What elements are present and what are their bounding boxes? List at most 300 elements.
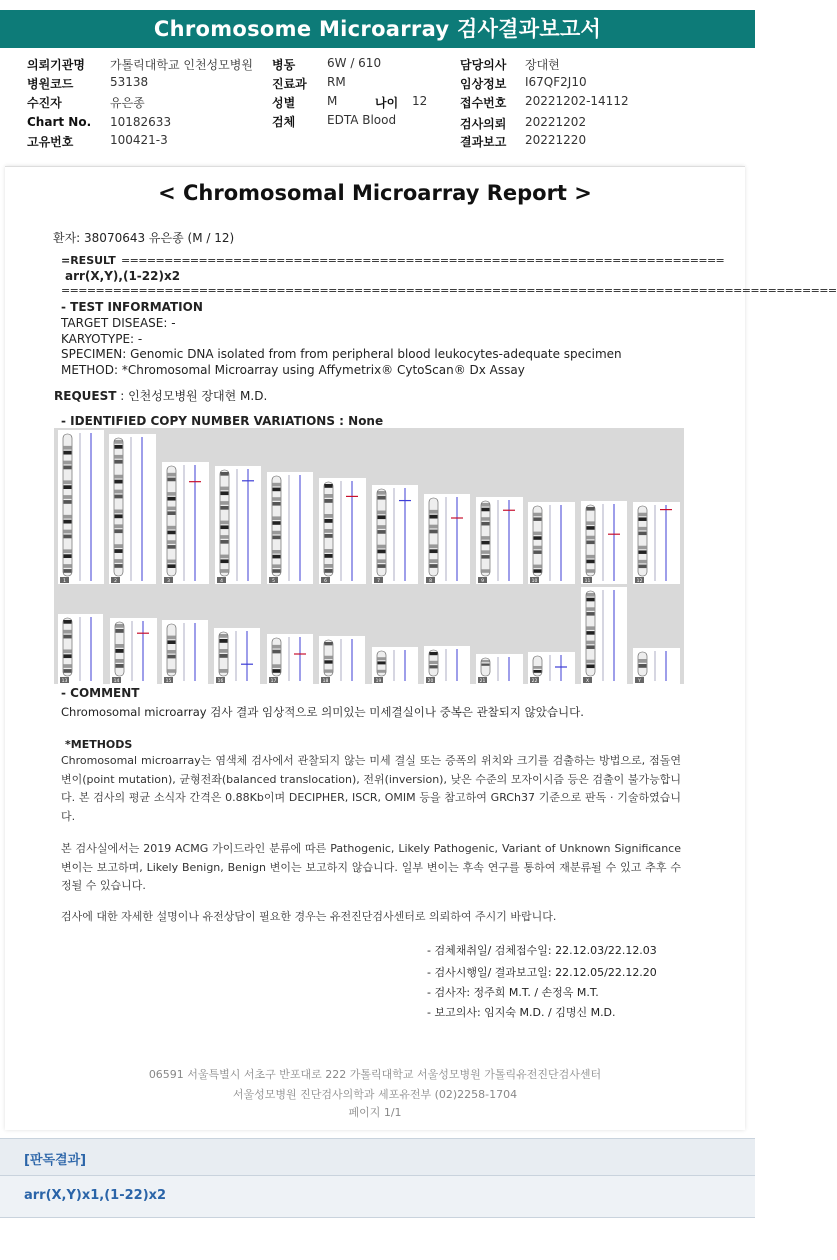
ideogram-band [639, 659, 647, 663]
patient-info-block [0, 54, 755, 154]
ideogram-band [115, 524, 123, 528]
info-value: 53138 [110, 75, 149, 89]
ideogram-band [325, 569, 333, 573]
ideogram-band [64, 500, 72, 504]
ideogram-band [64, 446, 72, 450]
method: METHOD: *Chromosomal Microarray using Affymetrix® CytoScan® Dx Assay [61, 363, 525, 377]
karyogram [54, 428, 684, 684]
chromosome-label: 10 [531, 578, 538, 584]
chromosome-label: 9 [481, 578, 484, 584]
ideogram-band [482, 522, 490, 526]
ideogram-band [639, 513, 647, 517]
ideogram-band [64, 664, 72, 668]
ideogram-band [64, 535, 72, 539]
chromosome-17 [267, 634, 313, 684]
ideogram-band [482, 660, 490, 662]
info-value: 유은종 [110, 96, 145, 110]
report-heading: < Chromosomal Microarray Report > [158, 181, 592, 205]
ideogram-band [430, 564, 438, 568]
ideogram-band [273, 550, 281, 554]
chromosome-5 [267, 472, 313, 584]
ideogram-band [378, 670, 386, 673]
chromosome-label: 16 [217, 678, 224, 684]
ideogram-band [221, 559, 229, 563]
ideogram-band [115, 564, 123, 568]
ideogram-band [430, 525, 438, 529]
ideogram-band [325, 529, 333, 533]
chromosome-label: 7 [377, 578, 380, 584]
ideogram-band [587, 664, 595, 668]
ideogram-band [116, 644, 124, 648]
ideogram-band [378, 545, 386, 549]
ideogram-band [587, 631, 595, 635]
methods-heading: *METHODS [65, 738, 133, 751]
ideogram-band [378, 515, 386, 519]
age-value: 12 [412, 94, 428, 108]
ideogram-band [221, 535, 229, 539]
ideogram-band [587, 555, 595, 559]
request-value: : 인천성모병원 장대현 M.D. [116, 389, 268, 403]
ideogram-band [115, 549, 123, 553]
ideogram-band [64, 549, 72, 553]
info-value: I67QF2J10 [525, 75, 587, 89]
info-label: 검사의뢰 [460, 117, 507, 131]
ideogram-band [325, 484, 333, 488]
ideogram-band [587, 536, 595, 540]
ideogram-band [168, 473, 176, 477]
ideogram-band [378, 525, 386, 529]
chromosome-label: 5 [272, 578, 275, 584]
cnv-heading: - IDENTIFIED COPY NUMBER VARIATIONS : None [61, 414, 384, 428]
ideogram-band [64, 564, 72, 568]
ideogram-band [168, 655, 176, 659]
ideogram-band [168, 478, 176, 482]
ideogram-band [115, 544, 123, 548]
ideogram-band [115, 445, 123, 449]
ideogram-band [587, 612, 595, 616]
ideogram-band [482, 555, 490, 559]
ideogram-band [64, 461, 72, 465]
info-value: 20221220 [525, 133, 587, 147]
result-rule: ====================================================================== [121, 254, 725, 267]
comment-heading: - COMMENT [61, 686, 140, 700]
ideogram-band [325, 494, 333, 498]
info-value: EDTA Blood [327, 113, 397, 127]
ideogram-band [116, 629, 124, 633]
chromosome-label: 4 [220, 578, 223, 584]
ideogram-band [639, 532, 647, 536]
ideogram-band [64, 569, 72, 573]
ideogram-band [273, 502, 281, 506]
ideogram-band [64, 515, 72, 519]
ideogram-band [587, 593, 595, 597]
ideogram-band [325, 549, 333, 553]
comment-text: Chromosomal microarray 검사 결과 임상적으로 의미있는 미세결실이나 중복은 관찰되지 않았습니다. [61, 705, 584, 719]
ideogram-band [273, 497, 281, 501]
ideogram-band [220, 654, 228, 658]
info-label: 담당의사 [460, 58, 507, 72]
ideogram-band [639, 664, 647, 668]
ideogram-band [115, 475, 123, 479]
info-value: M [327, 94, 338, 108]
interpretation-value: arr(X,Y)x1,(1-22)x2 [24, 1188, 167, 1203]
chromosome-14 [110, 618, 157, 684]
info-label: 고유번호 [27, 135, 74, 149]
patient-line: 환자: 38070643 유은종 (M / 12) [53, 231, 235, 245]
chromosome-label: 15 [165, 678, 172, 684]
ideogram-band [221, 525, 229, 529]
ideogram-band [168, 669, 176, 673]
ideogram-band [534, 550, 542, 554]
chromosome-label: X [585, 678, 590, 684]
interpretation-heading: [판독결과] [24, 1153, 87, 1168]
ideogram-band [430, 549, 438, 553]
ideogram-band [64, 485, 72, 489]
ideogram-band [168, 507, 176, 511]
ideogram-band [534, 546, 542, 550]
karyotype: KARYOTYPE: - [61, 332, 143, 346]
ideogram-band [534, 565, 542, 569]
ideogram-band [587, 507, 595, 511]
chromosome-9 [476, 497, 523, 584]
ideogram-band [378, 564, 386, 568]
ideogram-band [168, 492, 176, 496]
methods-paragraph-1: Chromosomal microarray는 염색체 검사에서 관찰되지 않는 미세 결실 또는 증폭의 위치와 크기를 검출하는 방법으로, 점돌연변이(point mutation), 균형전좌(balanced translocation), 전위(inversion), 낮은 수준의 모자이시즘 등은 검출이 불가능합니다. 본 검사의 평균 소식자 간격은 0.88Kb이며 DECIPHER, ISCR, OMIM 등을 참고하여 GRCh37 기준으로 판독 · 기술하였습니다. [61, 754, 681, 823]
ideogram-band [325, 564, 333, 568]
info-label: 접수번호 [460, 96, 507, 110]
ideogram-band [220, 669, 228, 673]
chromosome-label: Y [638, 678, 641, 684]
ideogram-band [430, 652, 438, 655]
ideogram-band [115, 559, 123, 563]
info-label: 임상정보 [460, 77, 507, 91]
ideogram-band [64, 495, 72, 499]
info-value: 10182633 [110, 115, 172, 129]
ideogram-band [534, 513, 542, 517]
ideogram-band [221, 555, 229, 559]
ideogram-band [325, 656, 333, 659]
chromosome-13 [58, 614, 103, 684]
chromosome-11 [581, 501, 627, 584]
info-label: 성별 [272, 96, 296, 110]
ideogram-band [587, 526, 595, 530]
ideogram-band [273, 483, 281, 487]
ideogram-band [116, 659, 124, 663]
chromosome-label: 1 [63, 578, 66, 584]
ideogram-band [378, 657, 386, 660]
ideogram-band [587, 660, 595, 664]
ideogram-band [587, 598, 595, 602]
ideogram-band [168, 511, 176, 515]
info-label: 병원코드 [27, 77, 74, 91]
ideogram-band [273, 645, 281, 649]
ideogram-band [64, 466, 72, 470]
karyogram-panel [54, 428, 684, 684]
ideogram-band [325, 499, 333, 503]
ideogram-band [115, 490, 123, 494]
ideogram-band [430, 665, 438, 668]
chromosome-label: 21 [479, 678, 486, 684]
sign-line: - 검사자: 정주희 M.T. / 손정옥 M.T. [427, 986, 599, 999]
ideogram-band [482, 503, 490, 507]
request-label: REQUEST [54, 389, 117, 403]
ideogram-band [325, 519, 333, 523]
ideogram-band [325, 534, 333, 538]
ideogram-band [325, 660, 333, 663]
ideogram-band [64, 635, 72, 639]
ideogram-band [273, 536, 281, 540]
ideogram-band [115, 460, 123, 464]
ideogram-band [220, 634, 228, 638]
ideogram-band [168, 650, 176, 654]
ideogram-band [115, 495, 123, 499]
chromosome-16 [214, 628, 260, 684]
ideogram-band [587, 541, 595, 545]
chromosome-20 [424, 646, 470, 684]
ideogram-band [168, 540, 176, 544]
ideogram-band [64, 480, 72, 484]
ideogram-band [273, 531, 281, 535]
chromosome-label: 18 [322, 678, 329, 684]
chromosome-label: 22 [531, 678, 538, 684]
info-value: 장대현 [525, 58, 560, 72]
chromosome-6 [319, 478, 366, 584]
ideogram-band [221, 472, 229, 476]
interpretation-body [0, 1176, 755, 1218]
chromosome-2 [109, 434, 156, 584]
chromosome-4 [215, 466, 261, 584]
chromosome-label: 6 [324, 578, 327, 584]
footer-page: 페이지 1/1 [348, 1106, 402, 1119]
ideogram-band [115, 455, 123, 459]
info-value: 가톨릭대학교 인천성모병원 [110, 58, 253, 72]
ideogram-band [587, 560, 595, 564]
test-info-heading: - TEST INFORMATION [61, 300, 203, 314]
ideogram-band [116, 649, 124, 653]
ideogram-band [168, 564, 176, 568]
ideogram-band [64, 669, 72, 673]
ideogram-band [430, 559, 438, 563]
ideogram-band [482, 536, 490, 540]
result-label: =RESULT [61, 254, 116, 267]
chromosome-label: 19 [375, 678, 382, 684]
ideogram-band [482, 664, 490, 666]
ideogram-band [221, 506, 229, 510]
chromosome-label: 3 [167, 578, 170, 584]
sign-line: - 검사시행일/ 결과보고일: 22.12.05/22.12.20 [427, 966, 657, 979]
info-value: 6W / 610 [327, 56, 382, 70]
chromosome-19 [372, 647, 418, 684]
ideogram-band [273, 664, 281, 668]
ideogram-band [116, 624, 124, 628]
ideogram-band [482, 517, 490, 521]
ideogram-band [64, 620, 72, 624]
info-value: 20221202-14112 [525, 94, 629, 108]
ideogram-band [482, 508, 490, 512]
ideogram-band [115, 480, 123, 484]
ideogram-band [64, 451, 72, 455]
ideogram-band [168, 636, 176, 640]
ideogram-band [64, 530, 72, 534]
ideogram [114, 438, 123, 576]
chromosome-8 [424, 494, 470, 584]
chromosome-label: 8 [429, 578, 432, 584]
chromosome-label: 12 [636, 578, 643, 584]
info-label: 의뢰기관명 [27, 58, 85, 72]
ideogram-band [273, 555, 281, 559]
ideogram-band [273, 569, 281, 573]
ideogram-band [221, 540, 229, 544]
ideogram-band [587, 645, 595, 649]
ideogram-band [273, 564, 281, 568]
chromosome-label: 17 [270, 678, 277, 684]
chromosome-3 [162, 462, 209, 584]
ideogram-band [378, 661, 386, 664]
chromosome-1 [58, 430, 104, 584]
ideogram-band [325, 554, 333, 558]
ideogram-band [220, 639, 228, 643]
ideogram-band [639, 565, 647, 569]
ideogram-band [378, 559, 386, 563]
ideogram-band [116, 664, 124, 668]
ideogram-band [221, 501, 229, 505]
chromosome-12 [633, 502, 680, 584]
ideogram-band [273, 650, 281, 654]
ideogram-band [430, 515, 438, 519]
ideogram-band [587, 569, 595, 573]
ideogram-band [168, 545, 176, 549]
ideogram-band [534, 532, 542, 536]
ideogram-band [378, 530, 386, 534]
ideogram-band [115, 529, 123, 533]
chromosome-label: 13 [61, 678, 68, 684]
info-label: 검체 [272, 115, 296, 129]
ideogram-band [168, 526, 176, 530]
ideogram-band [534, 666, 542, 669]
ideogram-band [587, 641, 595, 645]
ideogram-band [534, 569, 542, 573]
chromosome-10 [528, 502, 575, 584]
ideogram-band [168, 497, 176, 501]
ideogram-band [273, 488, 281, 492]
ideogram-band [430, 530, 438, 534]
ideogram-band [639, 546, 647, 550]
ideogram-band [639, 560, 647, 564]
ideogram-band [378, 511, 386, 515]
ideogram-band [534, 517, 542, 521]
chromosome-Y [633, 648, 680, 684]
report-document [5, 166, 837, 1130]
info-label: 수진자 [27, 96, 62, 110]
chromosome-label: 14 [113, 678, 120, 684]
ideogram-band [64, 520, 72, 524]
ideogram-band [482, 550, 490, 554]
chromosome-7 [372, 485, 418, 584]
ideogram-band [378, 496, 386, 500]
ideogram-band [325, 669, 333, 672]
chromosome-22 [528, 652, 575, 684]
chromosome-label: 2 [114, 578, 117, 584]
ideogram-band [430, 510, 438, 514]
info-label: Chart No. [27, 115, 92, 129]
info-value: 20221202 [525, 115, 587, 129]
ideogram-band [325, 514, 333, 518]
info-label: 결과보고 [460, 135, 507, 149]
ideogram-band [115, 440, 123, 444]
result-value: arr(X,Y),(1-22)x2 [65, 269, 181, 283]
ideogram-band [639, 550, 647, 554]
ideogram-band [168, 640, 176, 644]
ideogram-band [639, 517, 647, 521]
ideogram-band [64, 630, 72, 634]
ideogram-band [482, 541, 490, 545]
sign-line: - 검체채취일/ 검체접수일: 22.12.03/22.12.03 [427, 944, 657, 957]
chromosome-18 [319, 636, 365, 684]
age-label: 나이 [375, 96, 399, 110]
footer-address: 06591 서울특별시 서초구 반포대로 222 가톨릭대학교 서울성모병원 가톨릭유전진단검사센터 [148, 1068, 602, 1081]
ideogram-band [587, 607, 595, 611]
ideogram-band [639, 527, 647, 531]
ideogram-band [325, 642, 333, 645]
chromosome-X [581, 587, 627, 684]
ideogram-band [430, 544, 438, 548]
footer-dept: 서울성모병원 진단검사의학과 세포유전부 (02)2258-1704 [232, 1088, 518, 1101]
specimen: SPECIMEN: Genomic DNA isolated from from peripheral blood leukocytes-adequate specimen [61, 347, 622, 361]
methods-paragraph-3: 검사에 대한 자세한 설명이나 유전상담이 필요한 경우는 유전진단검사센터로 의뢰하여 주시기 바랍니다. [61, 910, 557, 923]
ideogram-band [221, 569, 229, 573]
chromosome-label: 11 [584, 578, 591, 584]
target-disease: TARGET DISEASE: - [61, 316, 176, 330]
ideogram-band [273, 669, 281, 673]
info-label: 병동 [272, 58, 296, 72]
ideogram-band [273, 516, 281, 520]
ideogram-band [64, 649, 72, 653]
report-title: Chromosome Microarray 검사결과보고서 [0, 10, 755, 48]
info-label: 진료과 [272, 77, 307, 91]
sign-line: - 보고의사: 임지숙 M.D. / 김명신 M.D. [427, 1006, 616, 1019]
ideogram [167, 466, 176, 576]
chromosome-15 [162, 620, 208, 684]
ideogram-band [221, 491, 229, 495]
ideogram-band [64, 654, 72, 658]
chromosome-21 [476, 654, 523, 684]
ideogram-band [221, 521, 229, 525]
ideogram-band [64, 554, 72, 558]
ideogram-band [587, 626, 595, 630]
request-line [54, 387, 267, 404]
ideogram-band [273, 521, 281, 525]
ideogram-band [378, 550, 386, 554]
ideogram-band [115, 514, 123, 518]
ideogram-band [168, 560, 176, 564]
ideogram-band [221, 487, 229, 491]
ideogram-band [482, 569, 490, 573]
ideogram-band [115, 509, 123, 513]
ideogram-band [534, 536, 542, 540]
info-value: RM [327, 75, 346, 89]
ideogram-band [220, 649, 228, 653]
chromosome-label: 20 [427, 678, 434, 684]
ideogram-band [378, 491, 386, 495]
ideogram-band [534, 670, 542, 673]
ideogram-band [168, 531, 176, 535]
interpretation-header [0, 1138, 755, 1176]
ideogram-band [430, 661, 438, 664]
ideogram-band [587, 521, 595, 525]
info-value: 100421-3 [110, 133, 168, 147]
result-rule-full: ========================================================================================== [61, 284, 837, 297]
methods-paragraph-2: 본 검사실에서는 2019 ACMG 가이드라인 분류에 따른 Pathogenic, Likely Pathogenic, Variant of Unknown Significance 변이는 보고하며, Likely Benign, Benign 변이는 보고하지 않습니다. 일부 변이는 후속 연구를 통하여 재분류될 수 있고 추후 수정될 수 있습니다. [61, 842, 681, 892]
